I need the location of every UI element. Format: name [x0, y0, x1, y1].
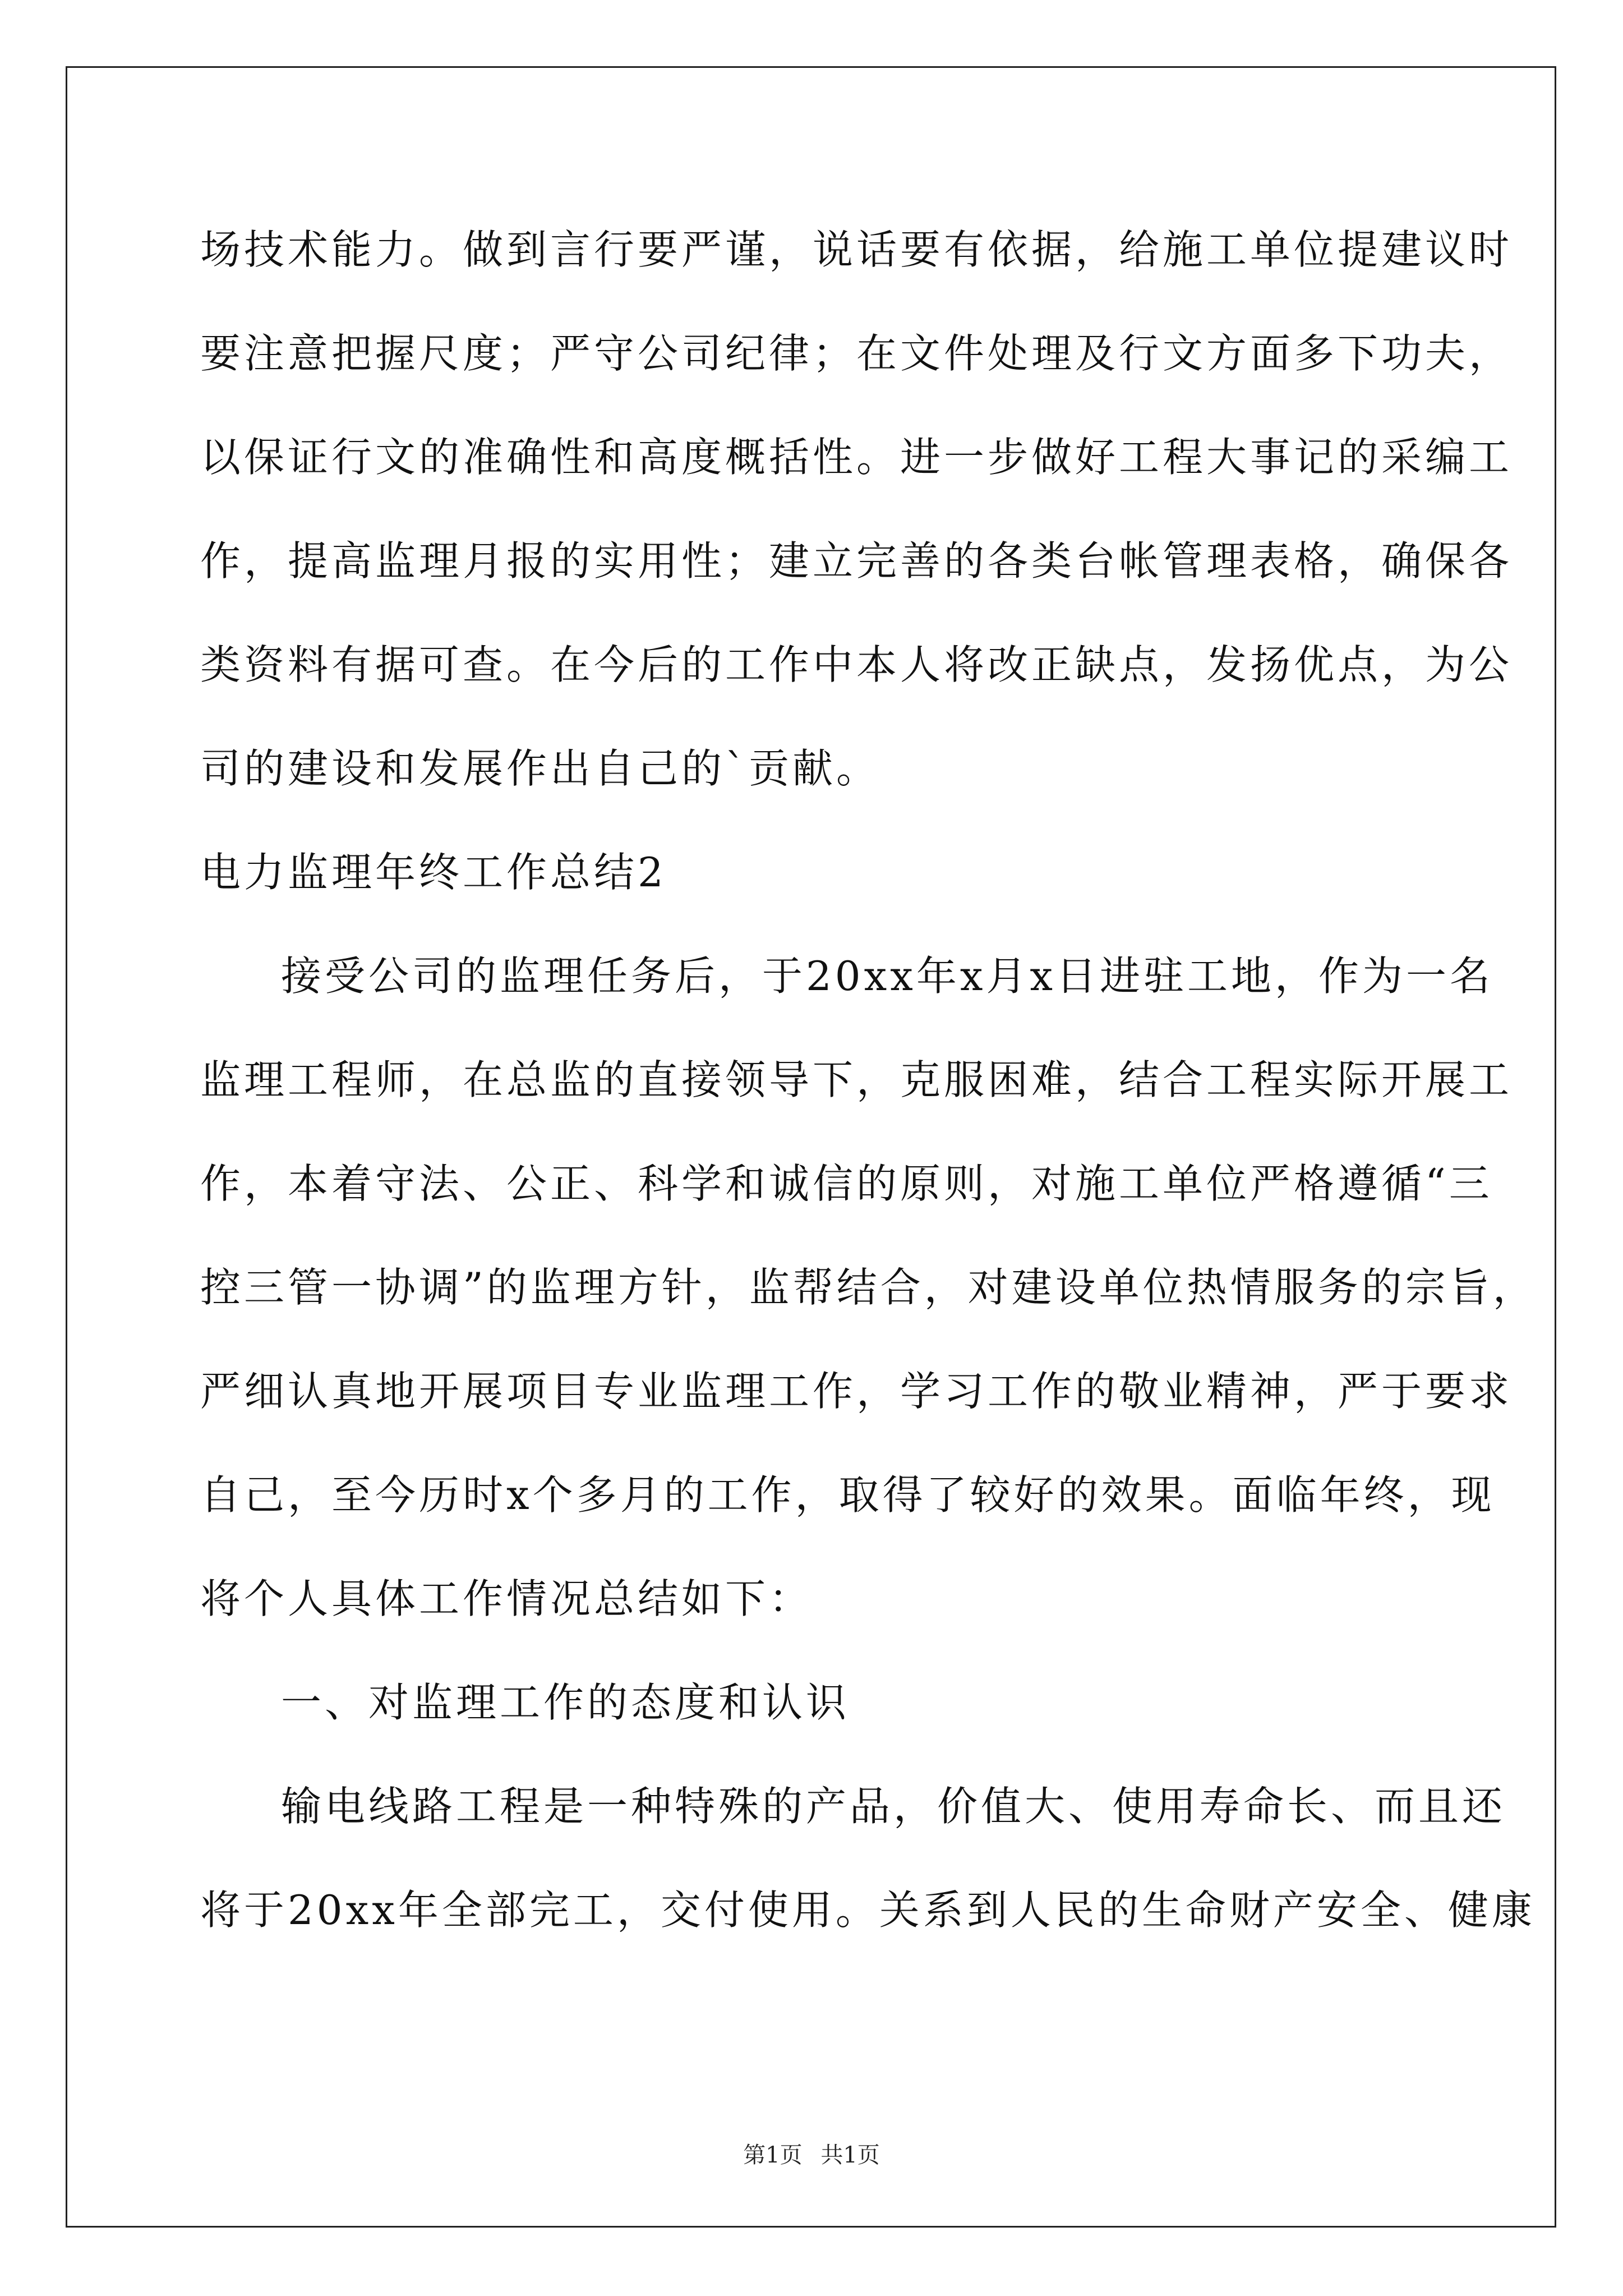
subheading: 一、对监理工作的态度和认识 [281, 1679, 850, 1726]
body-line: 作，提高监理月报的实用性；建立完善的各类台帐管理表格，确保各 [200, 537, 1513, 585]
body-line: 类资料有据可查。在今后的工作中本人将改正缺点，发扬优点，为公 [200, 641, 1513, 688]
body-line: 自己，至今历时x个多月的工作，取得了较好的效果。面临年终，现 [200, 1471, 1495, 1519]
body-line: 监理工程师，在总监的直接领导下，克服困难，结合工程实际开展工 [200, 1056, 1513, 1103]
page-footer [0, 2138, 1623, 2172]
section-title: 电力监理年终工作总结2 [200, 849, 667, 896]
body-line: 场技术能力。做到言行要严谨，说话要有依据，给施工单位提建议时 [200, 226, 1513, 273]
body-line: 司的建设和发展作出自己的`贡献。 [200, 745, 880, 792]
page-number-total: 共1页 [820, 2142, 880, 2168]
body-line: 将个人具体工作情况总结如下： [200, 1575, 813, 1622]
body-line: 作，本着守法、公正、科学和诚信的原则，对施工单位严格遵循“三 [200, 1160, 1493, 1207]
body-line: 控三管一协调”的监理方针，监帮结合，对建设单位热情服务的宗旨， [200, 1264, 1537, 1311]
body-line: 以保证行文的准确性和高度概括性。进一步做好工程大事记的采编工 [200, 434, 1513, 481]
body-line: 输电线路工程是一种特殊的产品，价值大、使用寿命长、而且还 [281, 1783, 1506, 1830]
body-line: 将于20xx年全部完工，交付使用。关系到人民的生命财产安全、健康 [200, 1887, 1536, 1934]
body-line: 严细认真地开展项目专业监理工作，学习工作的敬业精神，严于要求 [200, 1368, 1513, 1415]
body-line: 接受公司的监理任务后，于20xx年x月x日进驻工地，作为一名 [281, 953, 1494, 1000]
body-line: 要注意把握尺度；严守公司纪律；在文件处理及行文方面多下功夫， [200, 330, 1513, 377]
page-number-current: 第1页 [743, 2142, 803, 2168]
